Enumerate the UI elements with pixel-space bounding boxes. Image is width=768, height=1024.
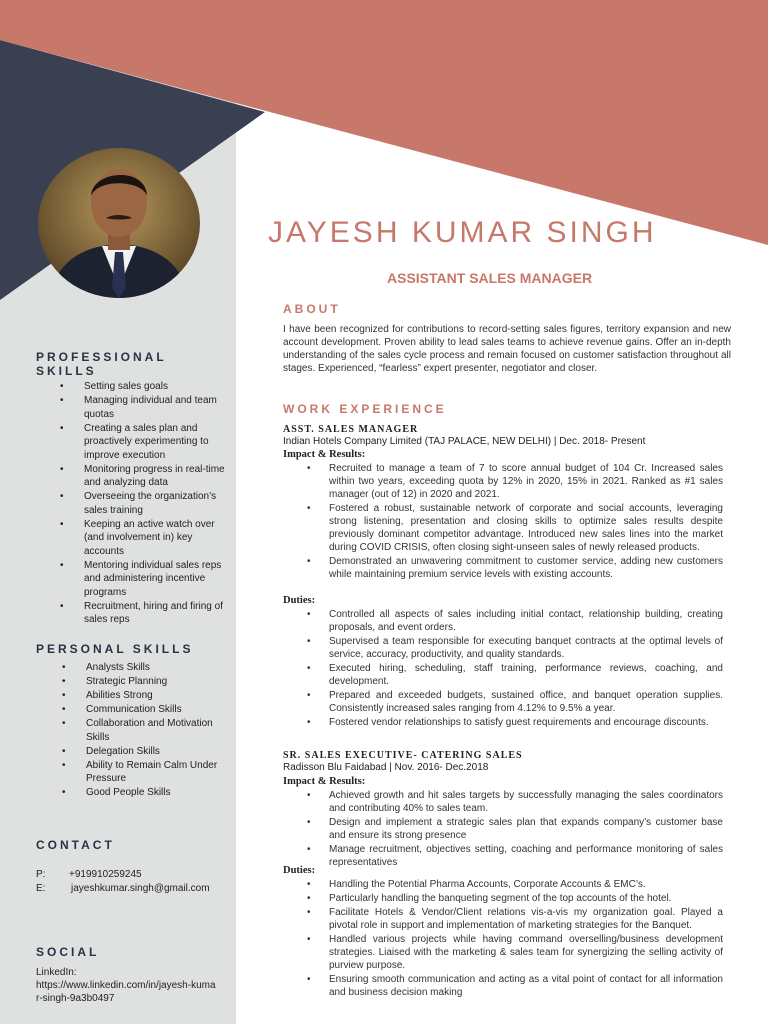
list-item: • Abilities Strong xyxy=(40,689,220,703)
list-item: • Analysts Skills xyxy=(40,661,220,675)
list-item: • Collaboration and Motivation Skills xyxy=(40,717,220,744)
phone-number[interactable]: +919910259245 xyxy=(69,869,142,880)
job-1-title: ASST. SALES MANAGER xyxy=(283,424,419,435)
phone-row xyxy=(36,868,142,881)
contact-heading: CONTACT xyxy=(36,838,115,852)
list-item: • Handled various projects while having command overselling/business development strategies. Liaised with the marketing & sales team for synergizing the selling activity of purview purpose. xyxy=(283,933,723,972)
job-title: ASSISTANT SALES MANAGER xyxy=(387,270,593,286)
list-item: • Facilitate Hotels & Vendor/Client relations vis-a-vis my organization goal. Played a pivotal role in support and implementation of marketing strategies for the Banquet. xyxy=(283,906,723,932)
job-1-duties-label: Duties: xyxy=(283,595,316,606)
list-item: • Keeping an active watch over (and involvement in) key accounts xyxy=(38,518,230,559)
job-2-title: SR. SALES EXECUTIVE- CATERING SALES xyxy=(283,750,523,761)
job-1-company: Indian Hotels Company Limited (TAJ PALACE, NEW DELHI) | Dec. 2018- Present xyxy=(283,436,646,447)
list-item: • Overseeing the organization’s sales training xyxy=(38,490,230,517)
job-2-company: Radisson Blu Faidabad | Nov. 2016- Dec.2018 xyxy=(283,762,489,773)
list-item: • Fostered a robust, sustainable network of corporate and social accounts, leveraging strong listening, presentation and closing skills to optimize sales results despite previously dominant competitor advantage. Introduced new sales lines into the market during COVID CRISIS, often closing sight-unseen sales of newly released products. xyxy=(283,502,723,554)
professional-skills-list xyxy=(38,380,230,627)
list-item: • Supervised a team responsible for executing banquet contracts at the optimal levels of service, accuracy, productivity, and quality standards. xyxy=(283,635,723,661)
list-item: • Recruitment, hiring and firing of sales reps xyxy=(38,600,230,627)
list-item: • Particularly handling the banqueting segment of the top accounts of the hotel. xyxy=(283,892,723,905)
job-1-impact-label: Impact & Results: xyxy=(283,449,366,460)
personal-skills-list xyxy=(40,661,220,800)
list-item: • Controlled all aspects of sales including initial contact, relationship building, creating proposals, and event orders. xyxy=(283,608,723,634)
list-item: • Ensuring smooth communication and acting as a vital point of contact for all information and business decision making xyxy=(283,973,723,999)
list-item: • Creating a sales plan and proactively experimenting to improve execution xyxy=(38,422,230,463)
email-label: E: xyxy=(36,883,46,894)
work-experience-heading: WORK EXPERIENCE xyxy=(283,402,447,416)
list-item: • Manage recruitment, objectives setting, coaching and performance monitoring of sales representatives xyxy=(283,843,723,869)
list-item: • Good People Skills xyxy=(40,786,220,800)
about-text: I have been recognized for contributions to record-setting sales figures, territory expansion and new account development. Proven ability to lead sales teams to achieve revenue gains. Offer an in-depth understanding of the sales cycle process and remain focused on customer satisfaction throughout all stages. Experienced, “fearless” expert presenter, negotiator and closer. xyxy=(283,324,731,374)
email-row xyxy=(36,882,210,895)
list-item: • Strategic Planning xyxy=(40,675,220,689)
list-item: • Demonstrated an unwavering commitment to customer service, adding new customers while maintaining premium service levels with existing accounts. xyxy=(283,555,723,581)
about-heading: ABOUT xyxy=(283,302,341,316)
personal-skills-heading: PERSONAL SKILLS xyxy=(36,642,194,656)
list-item: • Delegation Skills xyxy=(40,745,220,759)
list-item: • Mentoring individual sales reps and administering incentive programs xyxy=(38,559,230,600)
phone-label: P: xyxy=(36,869,46,880)
email-address[interactable]: jayeshkumar.singh@gmail.com xyxy=(71,883,210,894)
job-1-impact-list xyxy=(283,462,723,582)
list-item: • Monitoring progress in real-time and analyzing data xyxy=(38,463,230,490)
list-item: • Recruited to manage a team of 7 to score annual budget of 104 Cr. Increased sales within two years, exceeding quota by 12% in 2020, 15% in 2021. Ranked as #1 sales manager (out of 12) in 2020 and 2021. xyxy=(283,462,723,501)
candidate-name: JAYESH KUMAR SINGH xyxy=(268,216,657,249)
list-item: • Prepared and exceeded budgets, sustained office, and banquet operation supplies. Consistently increased sales ranging from 4.12% to 9.5% a year. xyxy=(283,689,723,715)
job-2-duties-list xyxy=(283,878,723,1000)
job-2-impact-list xyxy=(283,789,723,870)
list-item: • Achieved growth and hit sales targets by successfully managing the sales coordinators and contributing 40% to sales team. xyxy=(283,789,723,815)
list-item: • Ability to Remain Calm Under Pressure xyxy=(40,759,220,786)
profile-photo xyxy=(38,148,200,298)
linkedin-url[interactable]: https://www.linkedin.com/in/jayesh-kumar-singh-9a3b0497 xyxy=(36,980,216,1004)
job-2-duties-label: Duties: xyxy=(283,865,316,876)
list-item: • Executed hiring, scheduling, staff training, performance reviews, coaching, and development. xyxy=(283,662,723,688)
list-item: • Setting sales goals xyxy=(38,380,230,394)
list-item: • Managing individual and team quotas xyxy=(38,394,230,421)
list-item: • Fostered vendor relationships to satisfy guest requirements and encourage discounts. xyxy=(283,716,723,729)
list-item: • Handling the Potential Pharma Accounts, Corporate Accounts & EMC’s. xyxy=(283,878,723,891)
linkedin-label: LinkedIn: xyxy=(36,967,77,978)
list-item: • Design and implement a strategic sales plan that expands company’s customer base and ensure its strong presence xyxy=(283,816,723,842)
list-item: • Communication Skills xyxy=(40,703,220,717)
job-1-duties-list xyxy=(283,608,723,730)
social-heading: SOCIAL xyxy=(36,945,100,959)
job-2-impact-label: Impact & Results: xyxy=(283,776,366,787)
professional-skills-heading: PROFESSIONAL SKILLS xyxy=(36,350,167,378)
